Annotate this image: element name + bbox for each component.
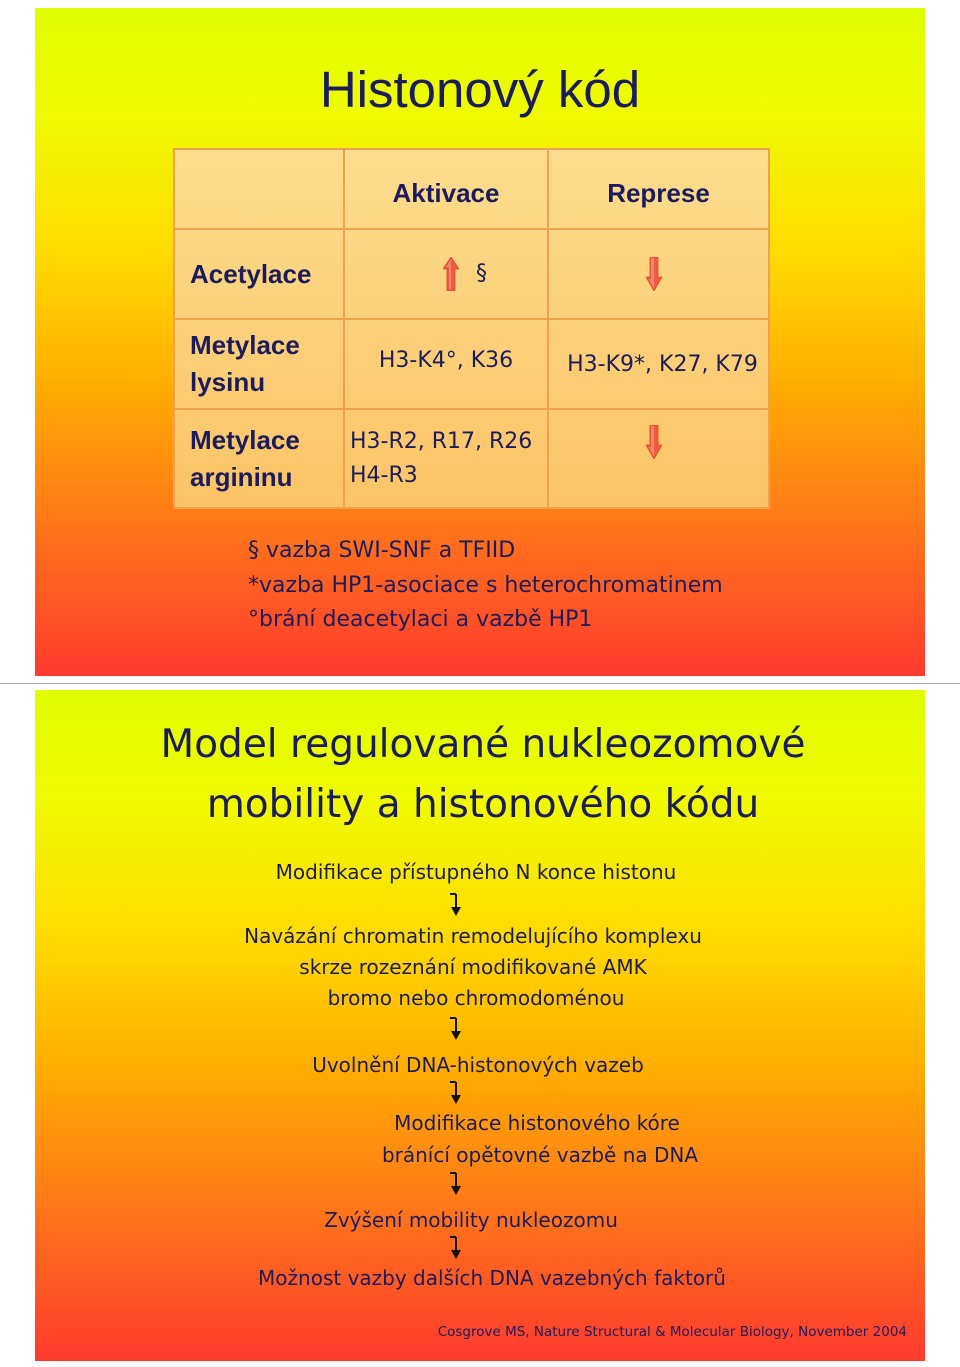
slide-title — [41, 715, 925, 835]
slide-title-line: Model regulované nukleozomové — [160, 722, 806, 767]
histone-sites-text: H3-K9*, K27, K79 — [567, 351, 758, 377]
column-header-activation — [345, 150, 549, 230]
slide-histone-code — [35, 8, 925, 676]
citation: Cosgrove MS, Nature Structural & Molecular Biology, November 2004 — [437, 1324, 907, 1340]
connector-down-arrow-icon — [447, 1081, 463, 1105]
flow-step-text: skrze rozeznání modifikované AMK — [299, 955, 647, 979]
flow-step-text: Modifikace histonového kóre — [394, 1111, 680, 1135]
flow-step-text: Zvýšení mobility nukleozomu — [324, 1208, 618, 1232]
down-arrow-icon — [646, 257, 662, 291]
table-footnotes — [248, 534, 723, 638]
slide-nucleosome-mobility-model — [35, 690, 925, 1361]
histone-sites-text: H3-R2, R17, R26 — [350, 428, 533, 454]
lysine-activation-cell — [345, 320, 549, 410]
flow-step-text: Uvolnění DNA-histonových vazeb — [312, 1053, 644, 1077]
acetylation-activation-cell — [345, 230, 549, 320]
row-label-line: Metylace — [190, 424, 300, 455]
footnote: § vazba SWI-SNF a TFIID — [248, 538, 516, 563]
acetylation-repression-cell — [549, 230, 770, 320]
column-header-label: Represe — [607, 177, 710, 208]
footnote-marker-section: § — [476, 261, 487, 286]
row-label-arginine-methylation — [175, 410, 345, 509]
table-corner-cell — [175, 150, 345, 230]
flow-step-text: bránící opětovné vazbě na DNA — [381, 1143, 699, 1167]
histone-sites-text: H4-R3 — [350, 462, 418, 488]
footnote: °brání deacetylaci a vazbě HP1 — [248, 607, 593, 632]
slide-title-line: mobility a histonového kódu — [206, 782, 760, 827]
row-label-line: argininu — [190, 461, 293, 492]
column-header-repression — [549, 150, 770, 230]
connector-down-arrow-icon — [447, 1017, 463, 1041]
up-arrow-icon — [443, 257, 459, 291]
flow-step-text: Navázání chromatin remodelujícího komplexu — [244, 924, 702, 948]
arginine-activation-cell — [345, 410, 549, 509]
down-arrow-icon — [646, 425, 662, 459]
column-header-label: Aktivace — [392, 177, 500, 208]
connector-down-arrow-icon — [447, 893, 463, 917]
connector-down-arrow-icon — [447, 1172, 463, 1196]
row-label-line: Metylace — [190, 330, 300, 360]
footnote: *vazba HP1-asociace s heterochromatinem — [248, 572, 723, 598]
flow-step-text: Modifikace přístupného N konce histonu — [275, 860, 677, 884]
connector-down-arrow-icon — [447, 1236, 463, 1260]
lysine-repression-cell — [549, 320, 770, 410]
row-label-line: Acetylace — [190, 258, 312, 289]
flow-step-text: bromo nebo chromodoménou — [327, 986, 625, 1010]
slide-separator — [0, 683, 960, 684]
histone-code-table — [173, 148, 770, 509]
flow-step-text: Možnost vazby dalších DNA vazebných faktorů — [258, 1266, 726, 1290]
row-label-lysine-methylation — [175, 320, 345, 410]
arginine-repression-cell — [549, 410, 770, 509]
histone-sites-text: H3-K4°, K36 — [378, 347, 514, 373]
row-label-acetylation — [175, 230, 345, 320]
slide-title: Histonový kód — [319, 61, 641, 118]
row-label-line: lysinu — [190, 367, 266, 397]
